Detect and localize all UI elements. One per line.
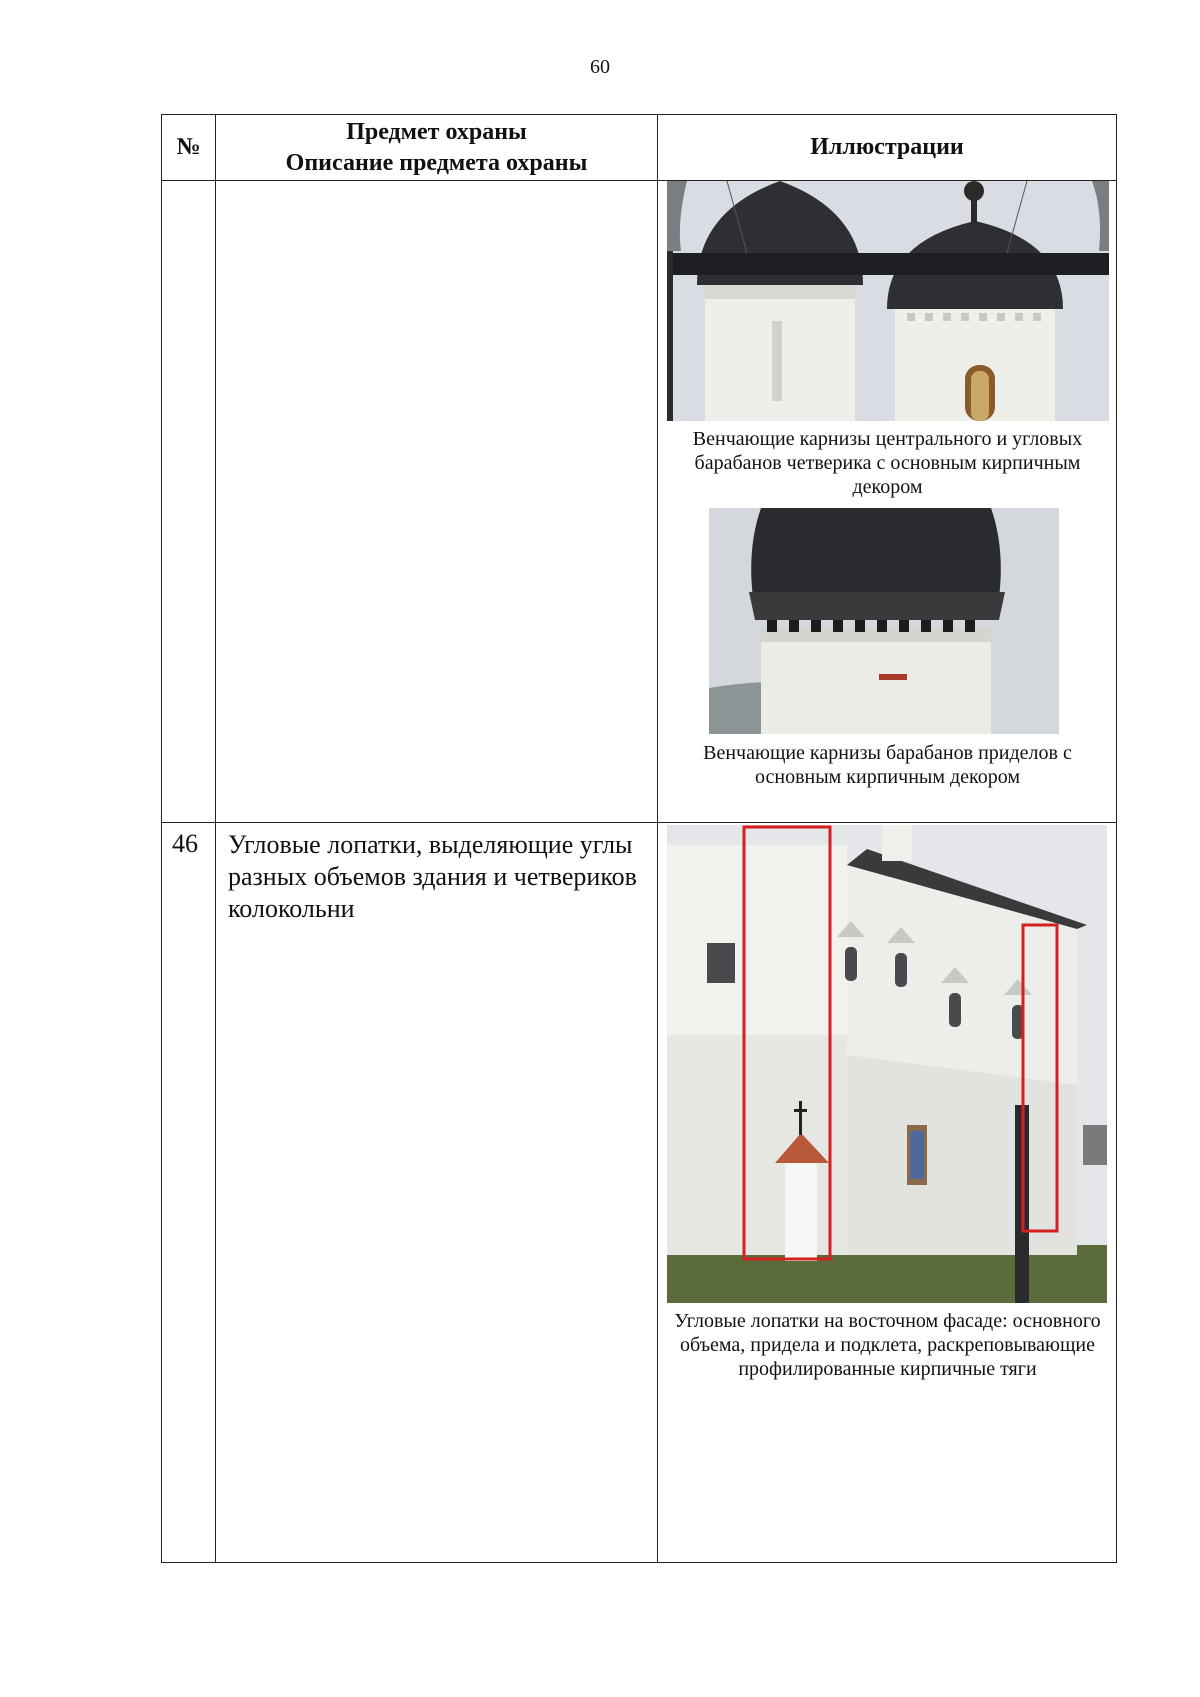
header-number: №: [162, 115, 216, 181]
photo-caption: Венчающие карнизы барабанов приделов с основным кирпичным декором: [703, 742, 1072, 788]
page-number: 60: [590, 56, 610, 78]
header-subject-title: Предмет охраны: [346, 118, 527, 145]
row-description-cell: Угловые лопатки, выделяющие углы разных объемов здания и четвериков колокольни: [216, 823, 658, 1563]
row-illustrations-cell: [658, 181, 1117, 823]
header-illustrations: Иллюстрации: [658, 115, 1117, 181]
photo-caption: Угловые лопатки на восточном фасаде: основного объема, придела и подклета, раскреповывающие профилированные кирпичные тяги: [674, 1310, 1101, 1380]
photo-domes: [667, 181, 1109, 421]
row-description-cell: [216, 181, 658, 823]
table-row: [162, 823, 1117, 1563]
table-row: [162, 181, 1117, 823]
photo-east-facade: [667, 825, 1107, 1303]
header-subject-description: Описание предмета охраны: [285, 149, 588, 176]
row-number-cell: 46: [162, 823, 216, 1563]
protection-subject-table: [161, 114, 1117, 1563]
row-illustrations-cell: [658, 823, 1117, 1563]
row-number-cell: [162, 181, 216, 823]
table-header-row: [162, 115, 1117, 181]
photo-chapel-drum: [709, 508, 1059, 734]
photo-caption: Венчающие карнизы центрального и угловых барабанов четверика с основным кирпичным декором: [692, 428, 1083, 498]
header-subject: [216, 115, 658, 181]
